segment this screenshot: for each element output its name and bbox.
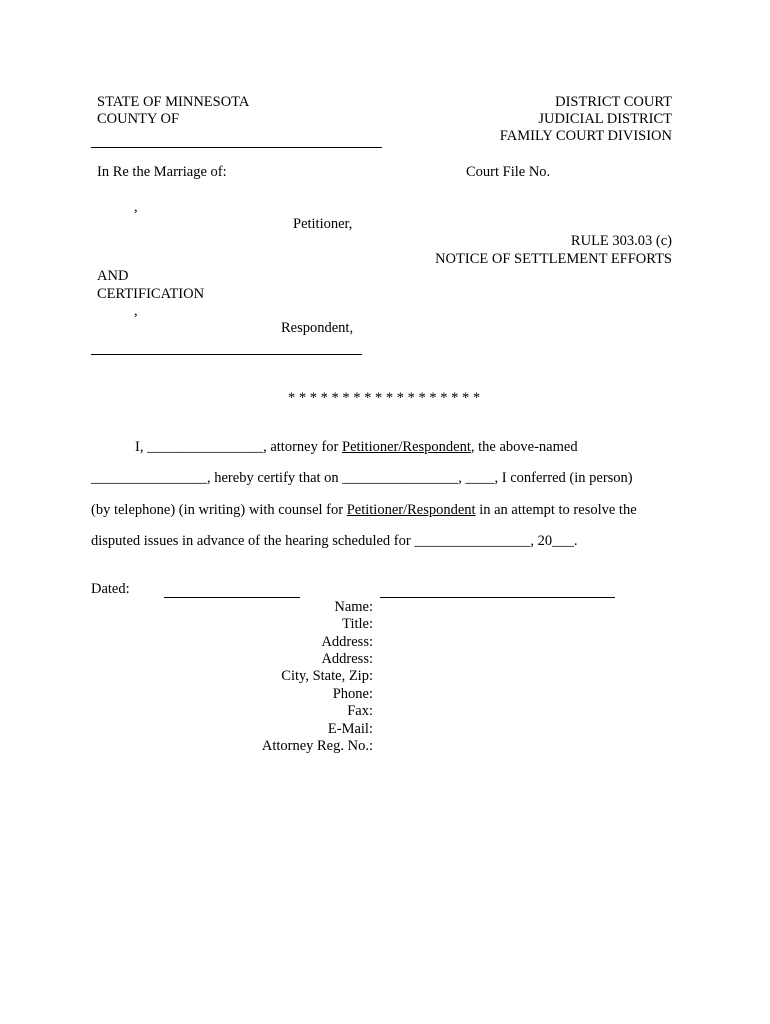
party-option-2: Petitioner/Respondent xyxy=(346,502,476,518)
in-re-marriage: In Re the Marriage of: xyxy=(97,164,227,180)
judicial-district: JUDICIAL DISTRICT xyxy=(538,111,672,127)
county-label: COUNTY OF xyxy=(97,111,180,127)
address-label-2: Address: xyxy=(321,651,373,667)
body-line-3-end: in an attempt to resolve the xyxy=(475,502,637,518)
body-line-1-end: , the above-named xyxy=(470,439,578,455)
address-label-1: Address: xyxy=(321,634,373,650)
phone-label: Phone: xyxy=(332,686,373,702)
attorney-reg-no-label: Attorney Reg. No.: xyxy=(261,738,373,754)
court-name: DISTRICT COURT xyxy=(555,94,672,110)
body-line-1 xyxy=(135,439,578,457)
and-label: AND xyxy=(97,268,129,284)
caption-underline xyxy=(91,354,362,355)
signature-line xyxy=(380,597,615,598)
rule-number: RULE 303.03 (c) xyxy=(570,233,672,249)
body-line-3-start: (by telephone) (in writing) with counsel for xyxy=(91,502,347,518)
respondent-label: Respondent, xyxy=(281,320,354,336)
fax-label: Fax: xyxy=(347,703,373,719)
court-division: FAMILY COURT DIVISION xyxy=(499,128,672,144)
state-name: STATE OF MINNESOTA xyxy=(97,94,250,110)
body-line-3 xyxy=(91,502,637,520)
name-label: Name: xyxy=(334,599,373,615)
petitioner-label: Petitioner, xyxy=(293,216,353,232)
email-label: E-Mail: xyxy=(327,721,373,737)
notice-title: NOTICE OF SETTLEMENT EFFORTS xyxy=(435,251,672,267)
title-label: Title: xyxy=(342,616,373,632)
city-state-zip-label: City, State, Zip: xyxy=(281,668,373,684)
dated-label: Dated: xyxy=(91,581,130,597)
body-line-1-start: I, ________________, attorney for xyxy=(135,439,342,455)
body-line-2: ________________, hereby certify that on ________________, ____, I conferred (in person) xyxy=(91,470,633,486)
body-line-4: disputed issues in advance of the hearing scheduled for ________________, 20___. xyxy=(91,533,578,549)
county-underline xyxy=(91,147,382,148)
party-option-1: Petitioner/Respondent xyxy=(342,439,471,455)
court-file-no: Court File No. xyxy=(466,164,551,180)
date-line xyxy=(164,597,300,598)
petitioner-name-comma: , xyxy=(134,199,138,215)
certification-label: CERTIFICATION xyxy=(97,286,205,302)
asterisk-separator: * * * * * * * * * * * * * * * * * * xyxy=(288,390,481,406)
respondent-name-comma: , xyxy=(134,303,138,319)
